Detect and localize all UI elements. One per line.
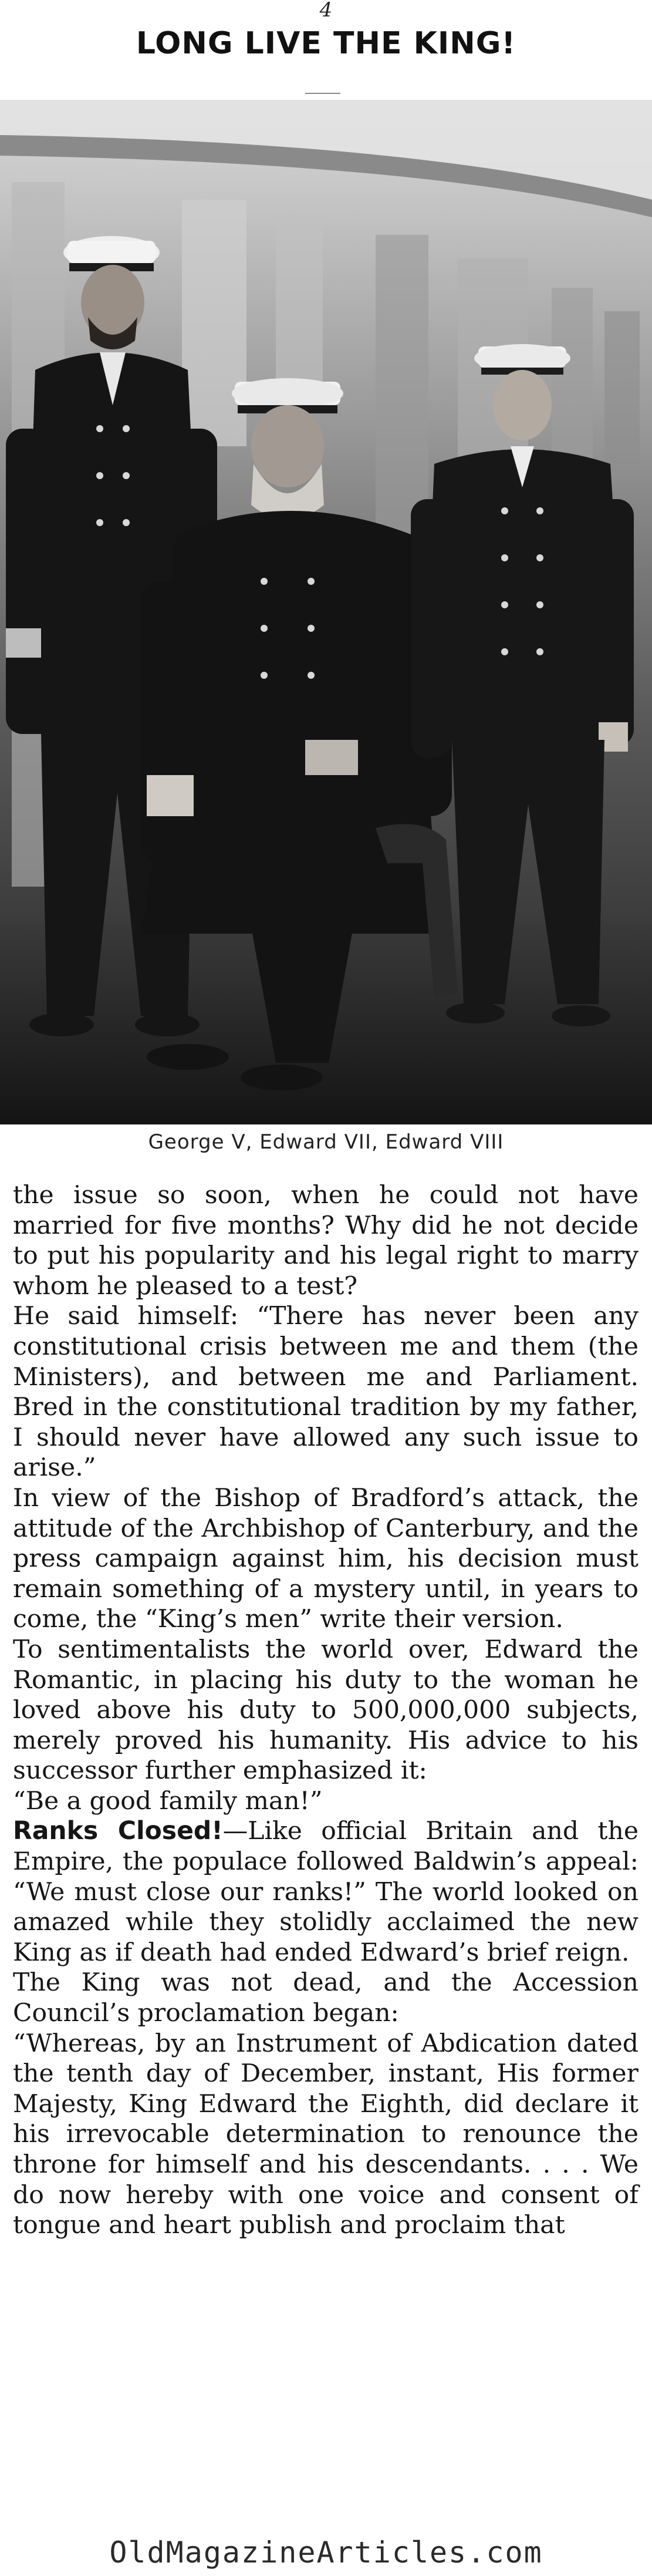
photo-caption: George V, Edward VII, Edward VIII bbox=[148, 1130, 504, 1154]
article-paragraph-ranks-closed bbox=[13, 1816, 639, 1968]
headline: LONG LIVE THE KING! bbox=[136, 26, 516, 61]
article-paragraph: The King was not dead, and the Accession Council’s proclamation began: bbox=[13, 1968, 639, 2028]
headline-divider bbox=[305, 93, 340, 94]
royal-portrait-photo bbox=[0, 100, 652, 1124]
site-watermark: OldMagazineArticles.com bbox=[109, 2535, 543, 2570]
section-run-in-heading: Ranks Closed! bbox=[13, 1817, 223, 1846]
article-paragraph: To sentimentalists the world over, Edward the Romantic, in placing his duty to the woman he loved above his duty to 500,000,000 subjects, merely proved his humanity. His advice to his successor further emphasized it: bbox=[13, 1635, 639, 1786]
article-body bbox=[13, 1180, 639, 2241]
article-paragraph: He said himself: “There has never been any constitutional crisis between me and them (the Ministers), and between me and Parliament. Bred in the constitutional tradition by my father, I should never have allowed any such issue to arise.” bbox=[13, 1302, 639, 1483]
page-number: 4 bbox=[319, 0, 333, 22]
article-paragraph: the issue so soon, when he could not have married for five months? Why did he not decide to put his popularity and his legal right to marry whom he pleased to a test? bbox=[13, 1181, 639, 1301]
article-paragraph: In view of the Bishop of Bradford’s attack, the attitude of the Archbishop of Canterbury, and the press campaign against him, his decision must remain something of a mystery until, in years to come, the “King’s men” write their version. bbox=[13, 1483, 639, 1634]
article-paragraph: “Whereas, by an Instrument of Abdication dated the tenth day of December, instant, His former Majesty, King Edward the Eighth, did declare it his irrevocable determination to renounce the throne for himself and his descendants. . . . We do now hereby with one voice and consent of tongue and heart publish and proclaim that bbox=[13, 2029, 639, 2240]
article-paragraph-text: —Like official Britain and the Empire, the populace followed Baldwin’s appeal: “We must close our ranks!” The world looked on amazed while they stolidly acclaimed the new King as if death had ended Edward’s brief reign. bbox=[13, 1817, 639, 1967]
article-paragraph: “Be a good family man!” bbox=[13, 1786, 323, 1816]
